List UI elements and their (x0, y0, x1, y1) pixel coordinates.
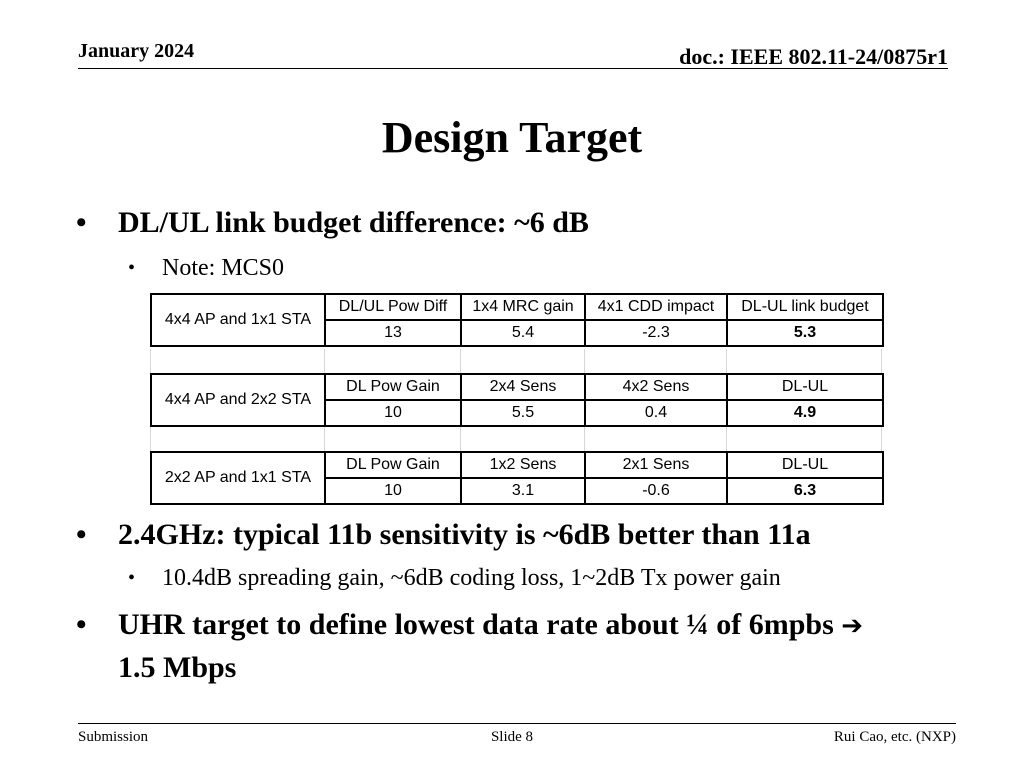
bullet-1-text: DL/UL link budget difference: ~6 dB (118, 206, 589, 239)
table-row-label: 2x2 AP and 1x1 STA (151, 452, 325, 504)
table-value-cell: 10 (325, 478, 461, 504)
link-budget-table-2 (150, 373, 884, 427)
table-header-cell: DL Pow Gain (325, 374, 461, 400)
table-value-cell: 5.4 (461, 320, 585, 346)
table-header-cell: DL Pow Gain (325, 452, 461, 478)
footer-slide-number: Slide 8 (490, 729, 534, 745)
table-value-cell: 10 (325, 400, 461, 426)
slide-title: Design Target (381, 113, 643, 162)
sub-bullet-2 (128, 564, 781, 592)
table-row-label: 4x4 AP and 2x2 STA (151, 374, 325, 426)
table-spacer (150, 349, 882, 373)
link-budget-table-3 (150, 451, 884, 505)
bullet-2-text: 2.4GHz: typical 11b sensitivity is ~6dB better than 11a (118, 518, 811, 551)
table-value-cell: -2.3 (585, 320, 727, 346)
bullet-dot: • (76, 518, 87, 551)
table-header-cell: 1x2 Sens (461, 452, 585, 478)
sub-bullet-1-text: Note: MCS0 (162, 255, 285, 281)
table-value-cell: 13 (325, 320, 461, 346)
bullet-3-text: UHR target to define lowest data rate about ¼ of 6mpbs (118, 608, 834, 641)
bullet-dot: • (128, 567, 136, 589)
bullet-2 (76, 514, 811, 555)
bullet-1 (76, 202, 589, 243)
table-header-cell: DL-UL link budget (727, 294, 883, 320)
table-result-cell: 6.3 (727, 478, 883, 504)
header-divider (78, 68, 948, 69)
table-header-cell: DL-UL (727, 374, 883, 400)
bullet-dot: • (76, 206, 87, 239)
footer-divider (78, 723, 956, 724)
table-value-cell: -0.6 (585, 478, 727, 504)
footer-author: Rui Cao, etc. (NXP) (833, 729, 956, 745)
header-date: January 2024 (78, 40, 195, 62)
table-result-cell: 4.9 (727, 400, 883, 426)
header-doc-id: doc.: IEEE 802.11-24/0875r1 (679, 44, 948, 69)
bullet-dot: • (76, 608, 87, 641)
table-value-cell: 5.5 (461, 400, 585, 426)
table-header-cell: DL/UL Pow Diff (325, 294, 461, 320)
bullet-dot: • (128, 257, 136, 279)
right-arrow-icon: ➔ (841, 611, 864, 641)
table-row-label: 4x4 AP and 1x1 STA (151, 294, 325, 346)
table-spacer (150, 427, 882, 451)
table-header-cell: DL-UL (727, 452, 883, 478)
bullet-3-text-continued: 1.5 Mbps (118, 651, 237, 684)
table-header-cell: 4x2 Sens (585, 374, 727, 400)
sub-bullet-1 (128, 254, 284, 282)
bullet-3 (76, 604, 863, 688)
table-header-cell: 2x4 Sens (461, 374, 585, 400)
table-header-cell: 4x1 CDD impact (585, 294, 727, 320)
table-value-cell: 3.1 (461, 478, 585, 504)
table-result-cell: 5.3 (727, 320, 883, 346)
link-budget-table-1 (150, 293, 884, 347)
footer-submission: Submission (78, 729, 149, 745)
table-value-cell: 0.4 (585, 400, 727, 426)
table-header-cell: 2x1 Sens (585, 452, 727, 478)
sub-bullet-2-text: 10.4dB spreading gain, ~6dB coding loss, 1~2dB Tx power gain (162, 565, 781, 591)
table-header-cell: 1x4 MRC gain (461, 294, 585, 320)
